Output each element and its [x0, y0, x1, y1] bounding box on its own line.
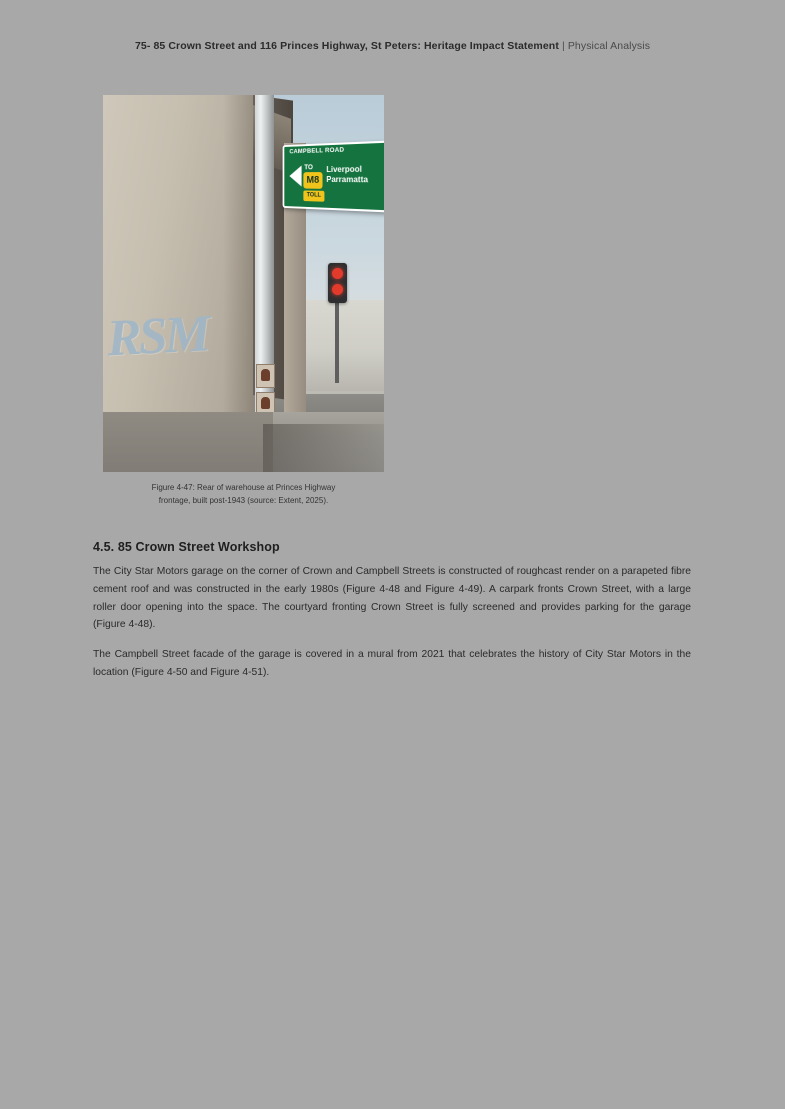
section-heading: 4.5. 85 Crown Street Workshop [93, 540, 280, 554]
figure-caption [103, 482, 384, 507]
left-arrow-icon [289, 165, 301, 186]
section-paragraph: The Campbell Street facade of the garage is covered in a mural from 2021 that celebrates the history of City Star Motors in the location (Figure 4-50 and Figure 4-51). [93, 649, 691, 678]
photo-ground-shadow [263, 424, 384, 472]
section-paragraph: The City Star Motors garage on the corner of Crown and Campbell Streets is constructed of roughcast render on a parapeted fibre cement roof and was constructed in the early 1980s (Figure 4-48 and Figure 4-49). A carpark fronts Crown Street, with a large roller door opening into the space. The courtyard fronting Crown Street is fully screened and provides parking for the garage (Figure 4-48). [93, 566, 691, 631]
figure-photo [103, 95, 384, 472]
page-header [0, 40, 785, 52]
road-sign-shield: M8 [303, 172, 322, 189]
photo-footpath-shaded [103, 412, 273, 472]
road-sign [283, 140, 384, 212]
header-separator: | [561, 40, 565, 52]
photo-poster [256, 364, 275, 388]
figure-block [103, 95, 384, 507]
document-content [93, 540, 691, 694]
signal-lamp-red [332, 268, 343, 279]
signal-lamp-red-lower [332, 284, 343, 295]
header-title: 75- 85 Crown Street and 116 Princes Highway, St Peters: Heritage Impact Statement [134, 40, 559, 52]
photo-graffiti: RSM [105, 305, 210, 368]
road-sign-top-label: CAMPBELL ROAD [289, 146, 345, 156]
header-subtitle: Physical Analysis [567, 40, 651, 52]
photo-signal-pole [335, 303, 339, 383]
figure-caption-line2: frontage, built post-1943 (source: Extent, 2025). [158, 495, 329, 505]
road-sign-destinations: Liverpool Parramatta [326, 164, 369, 185]
road-sign-to-label: TO [304, 164, 313, 172]
road-sign-toll-label: TOLL [303, 190, 324, 201]
traffic-signal-icon [328, 263, 347, 303]
figure-caption-line1: Figure 4-47: Rear of warehouse at Princes Highway [151, 483, 336, 492]
